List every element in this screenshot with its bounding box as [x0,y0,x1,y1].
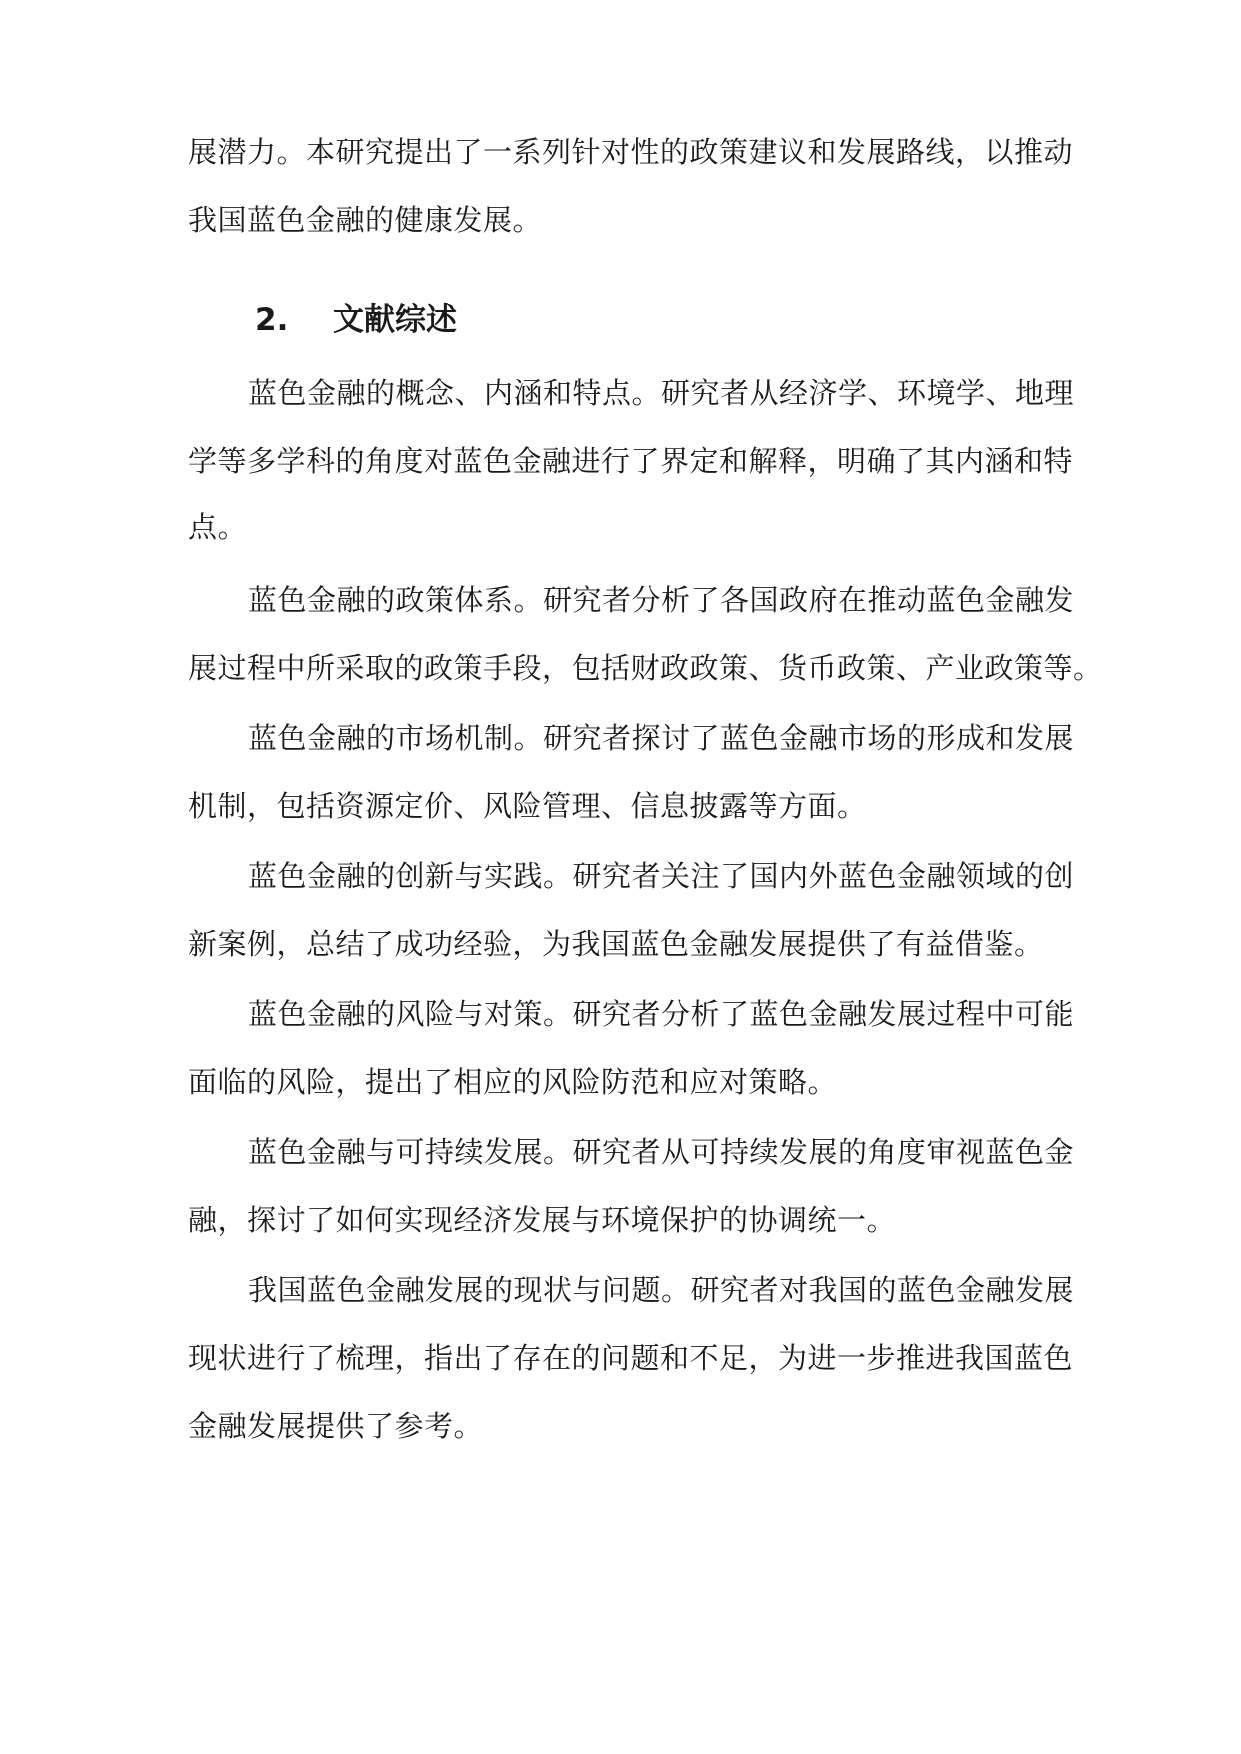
paragraph-line: 蓝色金融的市场机制。研究者探讨了蓝色金融市场的形成和发展 [248,721,1075,755]
paragraph-line: 蓝色金融的概念、内涵和特点。研究者从经济学、环境学、地理 [248,376,1075,410]
paragraph-line: 蓝色金融的政策体系。研究者分析了各国政府在推动蓝色金融发 [248,583,1075,617]
paragraph-line: 面临的风险，提出了相应的风险防范和应对策略。 [188,1065,838,1099]
paragraph-line: 点。 [188,510,248,544]
paragraph-line: 我国蓝色金融发展的现状与问题。研究者对我国的蓝色金融发展 [248,1273,1075,1307]
paragraph-line: 金融发展提供了参考。 [188,1409,484,1443]
section-title: 文献综述 [333,302,457,338]
intro-line: 我国蓝色金融的健康发展。 [188,203,543,237]
paragraph-line: 机制，包括资源定价、风险管理、信息披露等方面。 [188,789,867,823]
paragraph-line: 蓝色金融的创新与实践。研究者关注了国内外蓝色金融领域的创 [248,859,1075,893]
paragraph-line: 蓝色金融的风险与对策。研究者分析了蓝色金融发展过程中可能 [248,997,1075,1031]
paragraph-line: 蓝色金融与可持续发展。研究者从可持续发展的角度审视蓝色金 [248,1135,1075,1169]
paragraph-line: 学等多学科的角度对蓝色金融进行了界定和解释，明确了其内涵和特 [188,444,1074,478]
section-number: 2. [255,302,289,338]
section-heading [255,298,457,342]
intro-line: 展潜力。本研究提出了一系列针对性的政策建议和发展路线，以推动 [188,135,1074,169]
paragraph-line: 新案例，总结了成功经验，为我国蓝色金融发展提供了有益借鉴。 [188,927,1044,961]
paragraph-line: 现状进行了梳理，指出了存在的问题和不足，为进一步推进我国蓝色 [188,1341,1074,1375]
paragraph-line: 展过程中所采取的政策手段，包括财政政策、货币政策、产业政策等。 [188,651,1103,685]
paragraph-line: 融，探讨了如何实现经济发展与环境保护的协调统一。 [188,1203,897,1237]
